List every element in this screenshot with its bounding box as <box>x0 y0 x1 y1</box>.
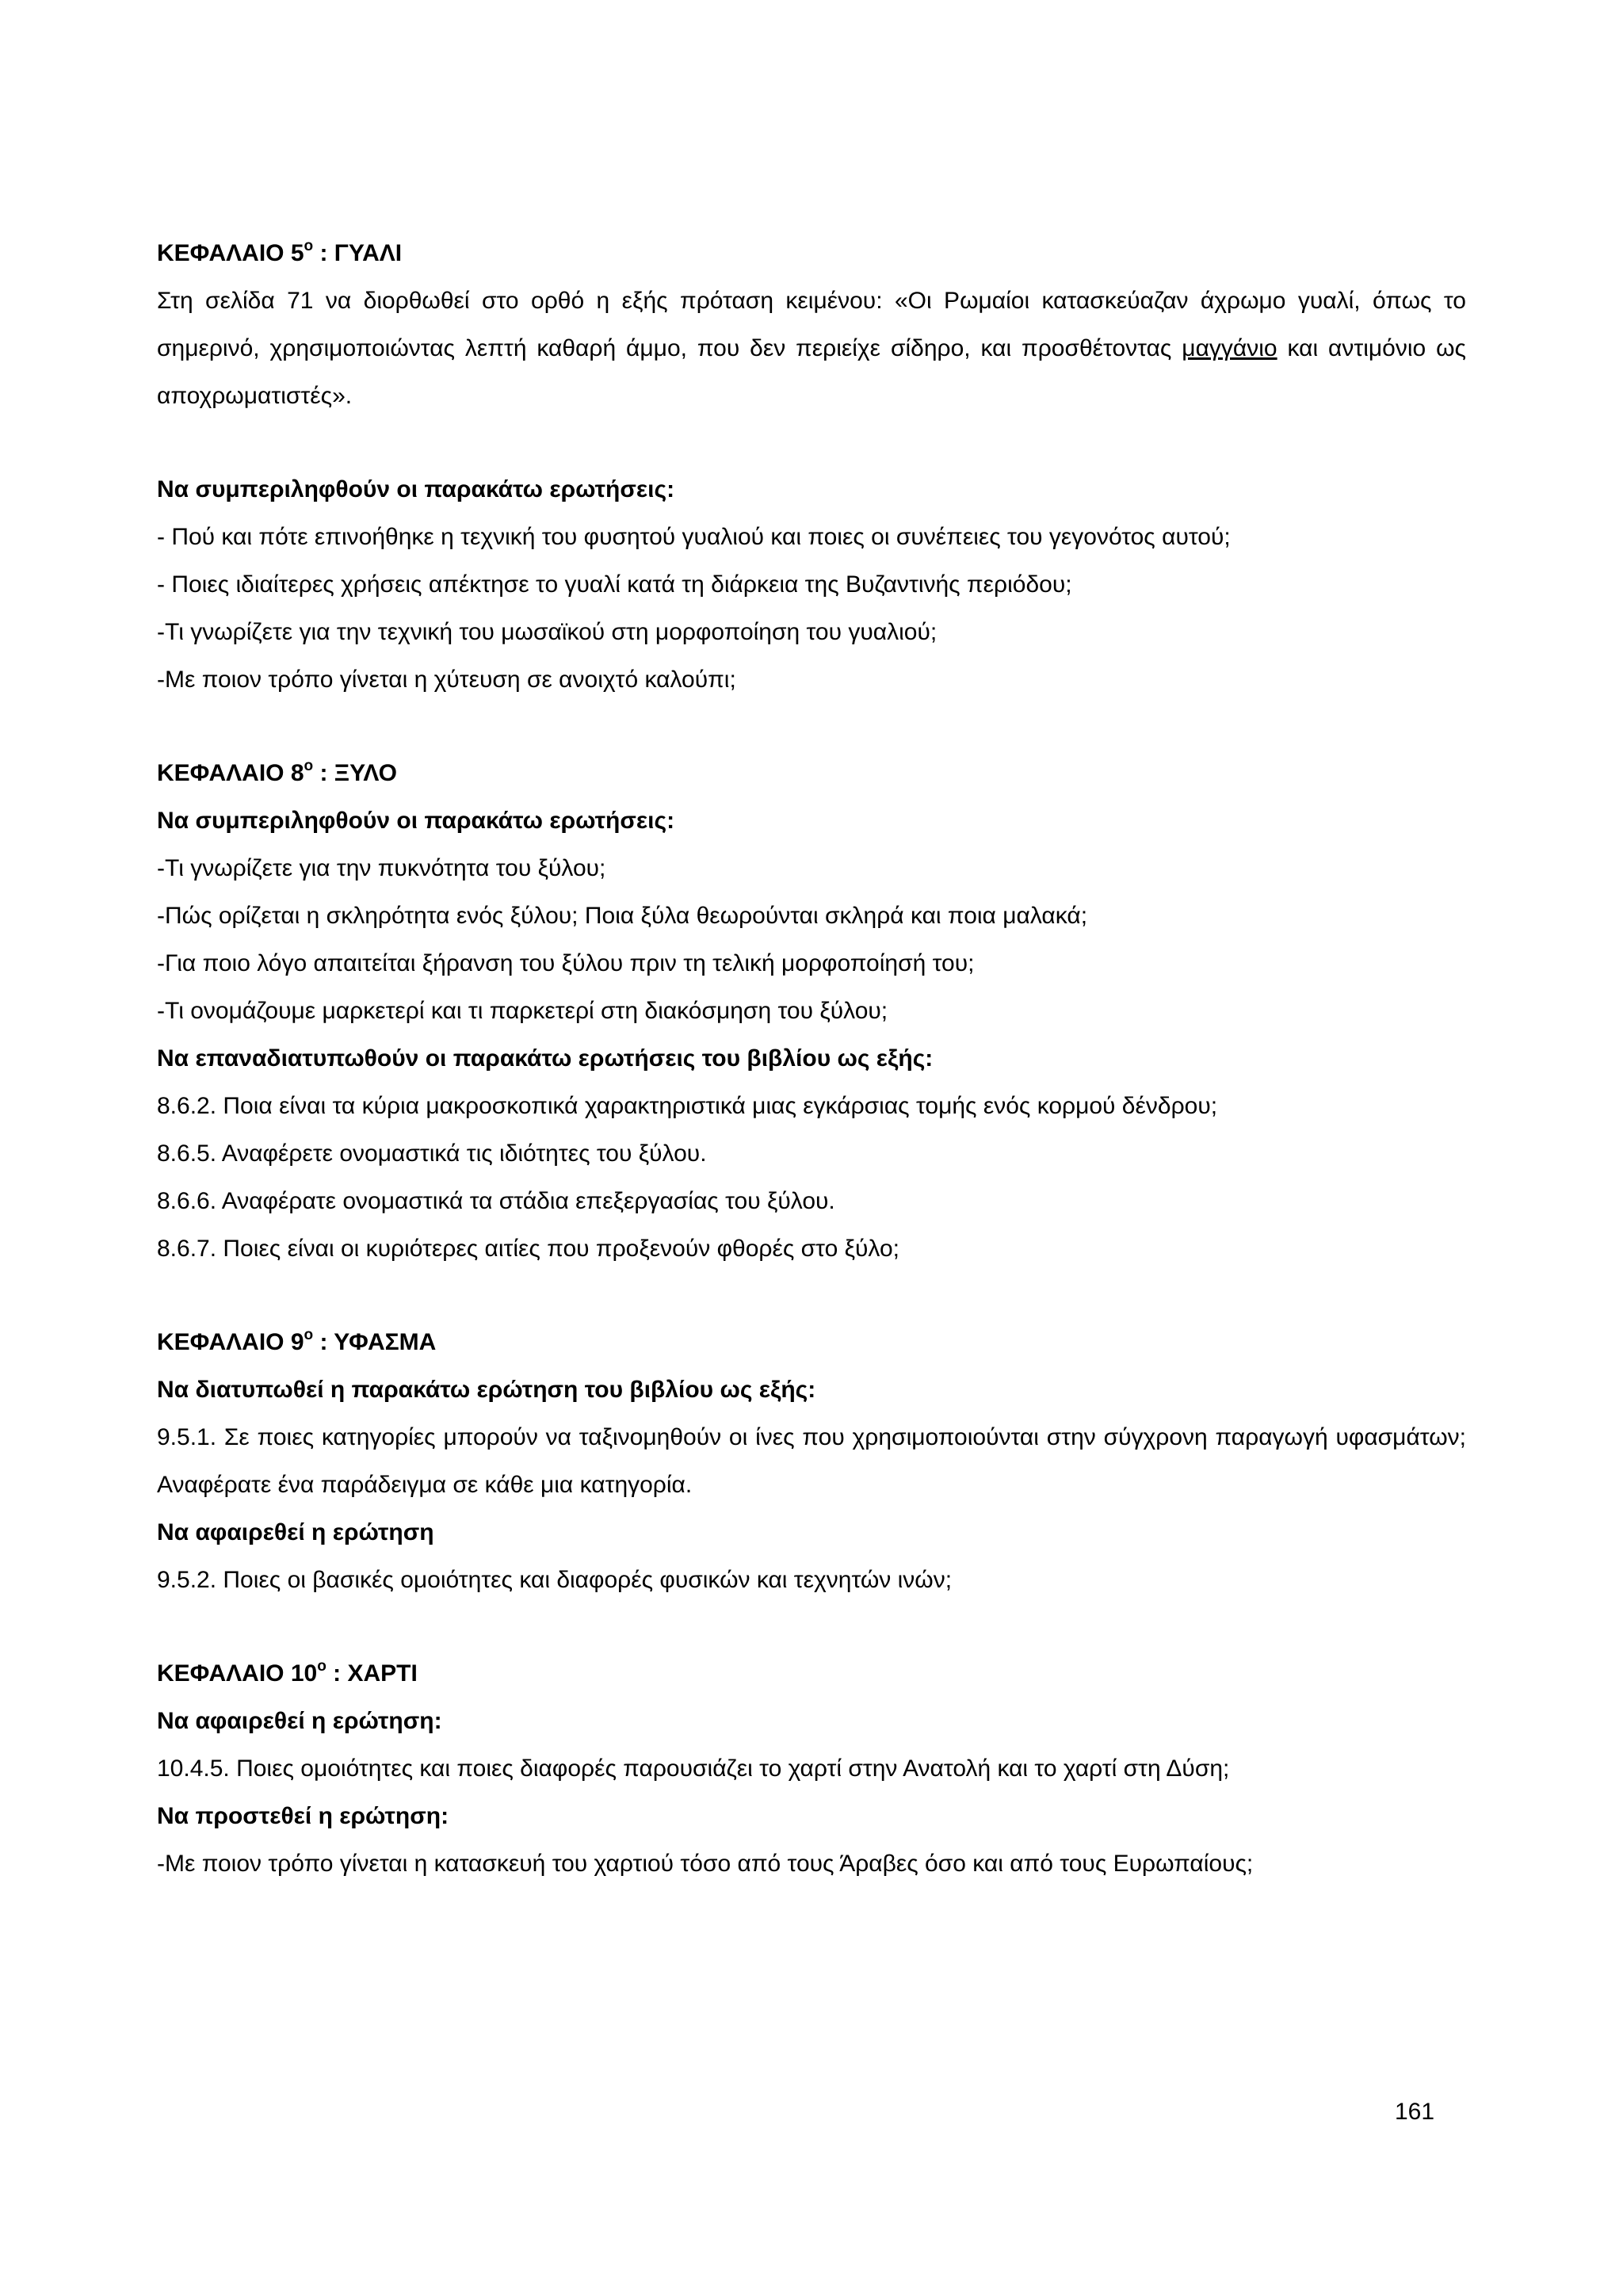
chapter-8-rephrased-question: 8.6.7. Ποιες είναι οι κυριότερες αιτίες που προξενούν φθορές στο ξύλο; <box>157 1236 899 1262</box>
chapter-8-question: -Τι ονομάζουμε μαρκετερί και τι παρκετερί στη διακόσμηση του ξύλου; <box>157 998 888 1024</box>
chapter-8-rephrase-heading: Να επαναδιατυπωθούν οι παρακάτω ερωτήσεις του βιβλίου ως εξής: <box>157 1045 934 1072</box>
chapter-9-rephrase-heading: Να διατυπωθεί η παρακάτω ερώτηση του βιβλίου ως εξής: <box>157 1377 816 1403</box>
correction-text-part-1: Στη σελίδα 71 να διορθωθεί στο ορθό η εξής πρόταση κειμένου: «Οι Ρωμαίοι κατασκεύαζαν άχρωμο γυαλί, όπως το σημερινό, χρησιμοποιώντας λεπτή καθαρή άμμο, που δεν περιείχε σίδηρο, και προσθέτοντας <box>157 288 1466 361</box>
chapter-10-title: : ΧΑΡΤΙ <box>326 1660 418 1687</box>
chapter-9-ordinal: ο <box>304 1327 314 1343</box>
chapter-9-removed-question: 9.5.2. Ποιες οι βασικές ομοιότητες και διαφορές φυσικών και τεχνητών ινών; <box>157 1567 953 1593</box>
chapter-10-heading <box>157 1650 1466 1698</box>
chapter-8-question: -Τι γνωρίζετε για την πυκνότητα του ξύλου; <box>157 855 606 881</box>
chapter-10-removed-question: 10.4.5. Ποιες ομοιότητες και ποιες διαφορές παρουσιάζει το χαρτί στην Ανατολή και το χαρτί στη Δύση; <box>157 1755 1230 1782</box>
chapter-9-heading <box>157 1319 1466 1366</box>
chapter-5-question: -Με ποιον τρόπο γίνεται η χύτευση σε ανοιχτό καλούπι; <box>157 667 736 693</box>
chapter-10-heading-text: ΚΕΦΑΛΑΙΟ 10 <box>157 1660 318 1687</box>
correction-underlined-word: μαγγάνιο <box>1182 335 1277 361</box>
chapter-8-ordinal: ο <box>304 758 314 774</box>
chapter-8-include-heading: Να συμπεριληφθούν οι παρακάτω ερωτήσεις: <box>157 808 675 834</box>
chapter-5-ordinal: ο <box>304 238 314 254</box>
chapter-8-rephrased-question: 8.6.5. Αναφέρετε ονομαστικά τις ιδιότητες του ξύλου. <box>157 1140 707 1167</box>
chapter-8-title: : ΞΥΛΟ <box>313 760 397 786</box>
chapter-10-remove-heading: Να αφαιρεθεί η ερώτηση: <box>157 1708 442 1734</box>
chapter-5-correction-paragraph <box>157 277 1466 420</box>
chapter-8-rephrased-question: 8.6.6. Αναφέρατε ονομαστικά τα στάδια επεξεργασίας του ξύλου. <box>157 1188 835 1214</box>
chapter-5-include-heading: Να συμπεριληφθούν οι παρακάτω ερωτήσεις: <box>157 476 675 502</box>
chapter-5-question: - Ποιες ιδιαίτερες χρήσεις απέκτησε το γυαλί κατά τη διάρκεια της Βυζαντινής περιόδου; <box>157 571 1072 598</box>
chapter-5-title: : ΓΥΑΛΙ <box>313 240 403 266</box>
chapter-9-title: : ΥΦΑΣΜΑ <box>313 1329 437 1355</box>
chapter-5-heading <box>157 230 1466 277</box>
chapter-8-heading <box>157 750 1466 797</box>
chapter-5-question: -Τι γνωρίζετε για την τεχνική του μωσαϊκού στη μορφοποίηση του γυαλιού; <box>157 619 938 645</box>
chapter-9-heading-text: ΚΕΦΑΛΑΙΟ 9 <box>157 1329 304 1355</box>
chapter-10-ordinal: ο <box>317 1658 327 1675</box>
correction-text-part-2: και αντιμόνιο ως αποχρωματιστές». <box>157 335 1466 409</box>
document-body <box>157 230 1466 1888</box>
chapter-8-question: -Για ποιο λόγο απαιτείται ξήρανση του ξύλου πριν τη τελική μορφοποίησή του; <box>157 950 975 976</box>
chapter-8-rephrased-question: 8.6.2. Ποια είναι τα κύρια μακροσκοπικά χαρακτηριστικά μιας εγκάρσιας τομής ενός κορμού δένδρου; <box>157 1093 1218 1119</box>
chapter-10-added-question: -Με ποιον τρόπο γίνεται η κατασκευή του χαρτιού τόσο από τους Άραβες όσο και από τους Ευρωπαίους; <box>157 1851 1254 1877</box>
chapter-10-add-heading: Να προστεθεί η ερώτηση: <box>157 1803 449 1829</box>
chapter-5-heading-text: ΚΕΦΑΛΑΙΟ 5 <box>157 240 304 266</box>
chapter-9-rephrased-question: 9.5.1. Σε ποιες κατηγορίες μπορούν να ταξινομηθούν οι ίνες που χρησιμοποιούνται στην σύγχρονη παραγωγή υφασμάτων; Αναφέρατε ένα παράδειγμα σε κάθε μια κατηγορία. <box>157 1424 1466 1498</box>
chapter-8-heading-text: ΚΕΦΑΛΑΙΟ 8 <box>157 760 304 786</box>
chapter-9-remove-heading: Να αφαιρεθεί η ερώτηση <box>157 1519 434 1545</box>
chapter-8-question: -Πώς ορίζεται η σκληρότητα ενός ξύλου; Ποια ξύλα θεωρούνται σκληρά και ποια μαλακά; <box>157 903 1088 929</box>
page-number: 161 <box>1395 2099 1435 2125</box>
chapter-5-question: - Πού και πότε επινοήθηκε η τεχνική του φυσητού γυαλιού και ποιες οι συνέπειες του γεγονότος αυτού; <box>157 524 1231 550</box>
